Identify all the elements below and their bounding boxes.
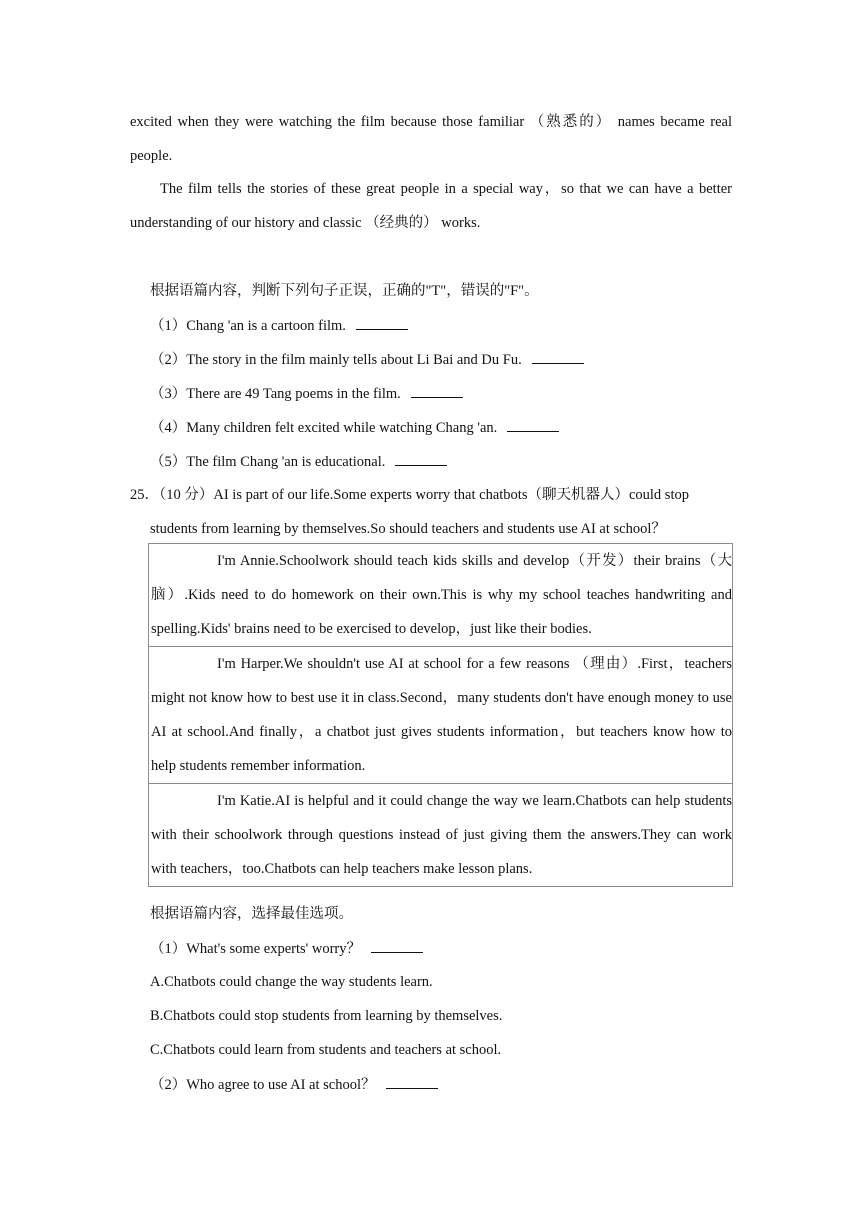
item-number: （4） [150, 420, 187, 436]
opinions-table [148, 543, 733, 887]
question-score: （10 分） [159, 487, 214, 503]
mc-question [150, 1074, 438, 1095]
tf-item [150, 383, 463, 404]
passage-line: understanding of our history and classic （经典的） works. [130, 215, 481, 231]
intro-text: AI is part of our life.Some experts worry that chatbots（聊天机器人）could stop [213, 487, 689, 503]
answer-blank[interactable] [386, 1074, 438, 1089]
answer-blank[interactable] [371, 938, 423, 953]
passage-line: people. [130, 148, 173, 164]
table-cell [149, 784, 733, 887]
passage-line: The film tells the stories of these great people in a special way，so that we can have a better [160, 181, 732, 197]
intro-text: students from learning by themselves.So should teachers and students use AI at school？ [150, 521, 666, 537]
tf-item [150, 451, 447, 472]
item-number: （2） [150, 352, 187, 368]
tf-item [150, 315, 408, 336]
tf-item [150, 349, 584, 370]
table-row [149, 544, 733, 647]
question-text: （2）Who agree to use AI at school？ [150, 1077, 376, 1093]
tf-item [150, 417, 559, 438]
item-text: The film Chang 'an is educational. [186, 454, 386, 470]
answer-blank[interactable] [507, 417, 559, 432]
answer-blank[interactable] [395, 451, 447, 466]
option-c: C.Chatbots could learn from students and teachers at school. [150, 1042, 502, 1058]
question-number: 25． [130, 487, 159, 503]
tf-instruction: 根据语篇内容，判断下列句子正误，正确的"T"，错误的"F"。 [150, 283, 539, 299]
table-row [149, 784, 733, 887]
item-text: There are 49 Tang poems in the film. [186, 386, 401, 402]
item-number: （3） [150, 386, 187, 402]
mc-instruction: 根据语篇内容，选择最佳选项。 [150, 906, 353, 922]
item-text: Many children felt excited while watching Chang 'an. [186, 420, 498, 436]
option-a: A.Chatbots could change the way students learn. [150, 974, 433, 990]
item-text: The story in the film mainly tells about Li Bai and Du Fu. [186, 352, 522, 368]
question-header [130, 485, 689, 505]
item-text: Chang 'an is a cartoon film. [186, 318, 346, 334]
question-text: （1）What's some experts' worry？ [150, 941, 362, 957]
opinion-katie: I'm Katie.AI is helpful and it could change the way we learn.Chatbots can help students with their schoolwork through questions instead of just giving them the answers.They can work with teachers，too.Chatbots can help teachers make lesson plans. [151, 793, 732, 877]
answer-blank[interactable] [411, 383, 463, 398]
table-cell [149, 544, 733, 647]
option-b: B.Chatbots could stop students from learning by themselves. [150, 1008, 503, 1024]
table-row [149, 647, 733, 784]
opinion-harper: I'm Harper.We shouldn't use AI at school for a few reasons （理由）.First，teachers might not know how to best use it in class.Second，many students don't have enough money to use AI at school.And finally，a chatbot just gives students information，but teachers know how to help students remember information. [151, 656, 732, 774]
table-cell [149, 647, 733, 784]
opinion-annie: I'm Annie.Schoolwork should teach kids skills and develop（开发）their brains（大脑）.Kids need to do homework on their own.This is why my school teaches handwriting and spelling.Kids' brains need to be exercised to develop，just like their bodies. [151, 553, 732, 637]
mc-question [150, 938, 423, 959]
passage-line: excited when they were watching the film because those familiar （熟悉的） names became real [130, 114, 732, 130]
answer-blank[interactable] [532, 349, 584, 364]
item-number: （1） [150, 318, 187, 334]
answer-blank[interactable] [356, 315, 408, 330]
item-number: （5） [150, 454, 187, 470]
